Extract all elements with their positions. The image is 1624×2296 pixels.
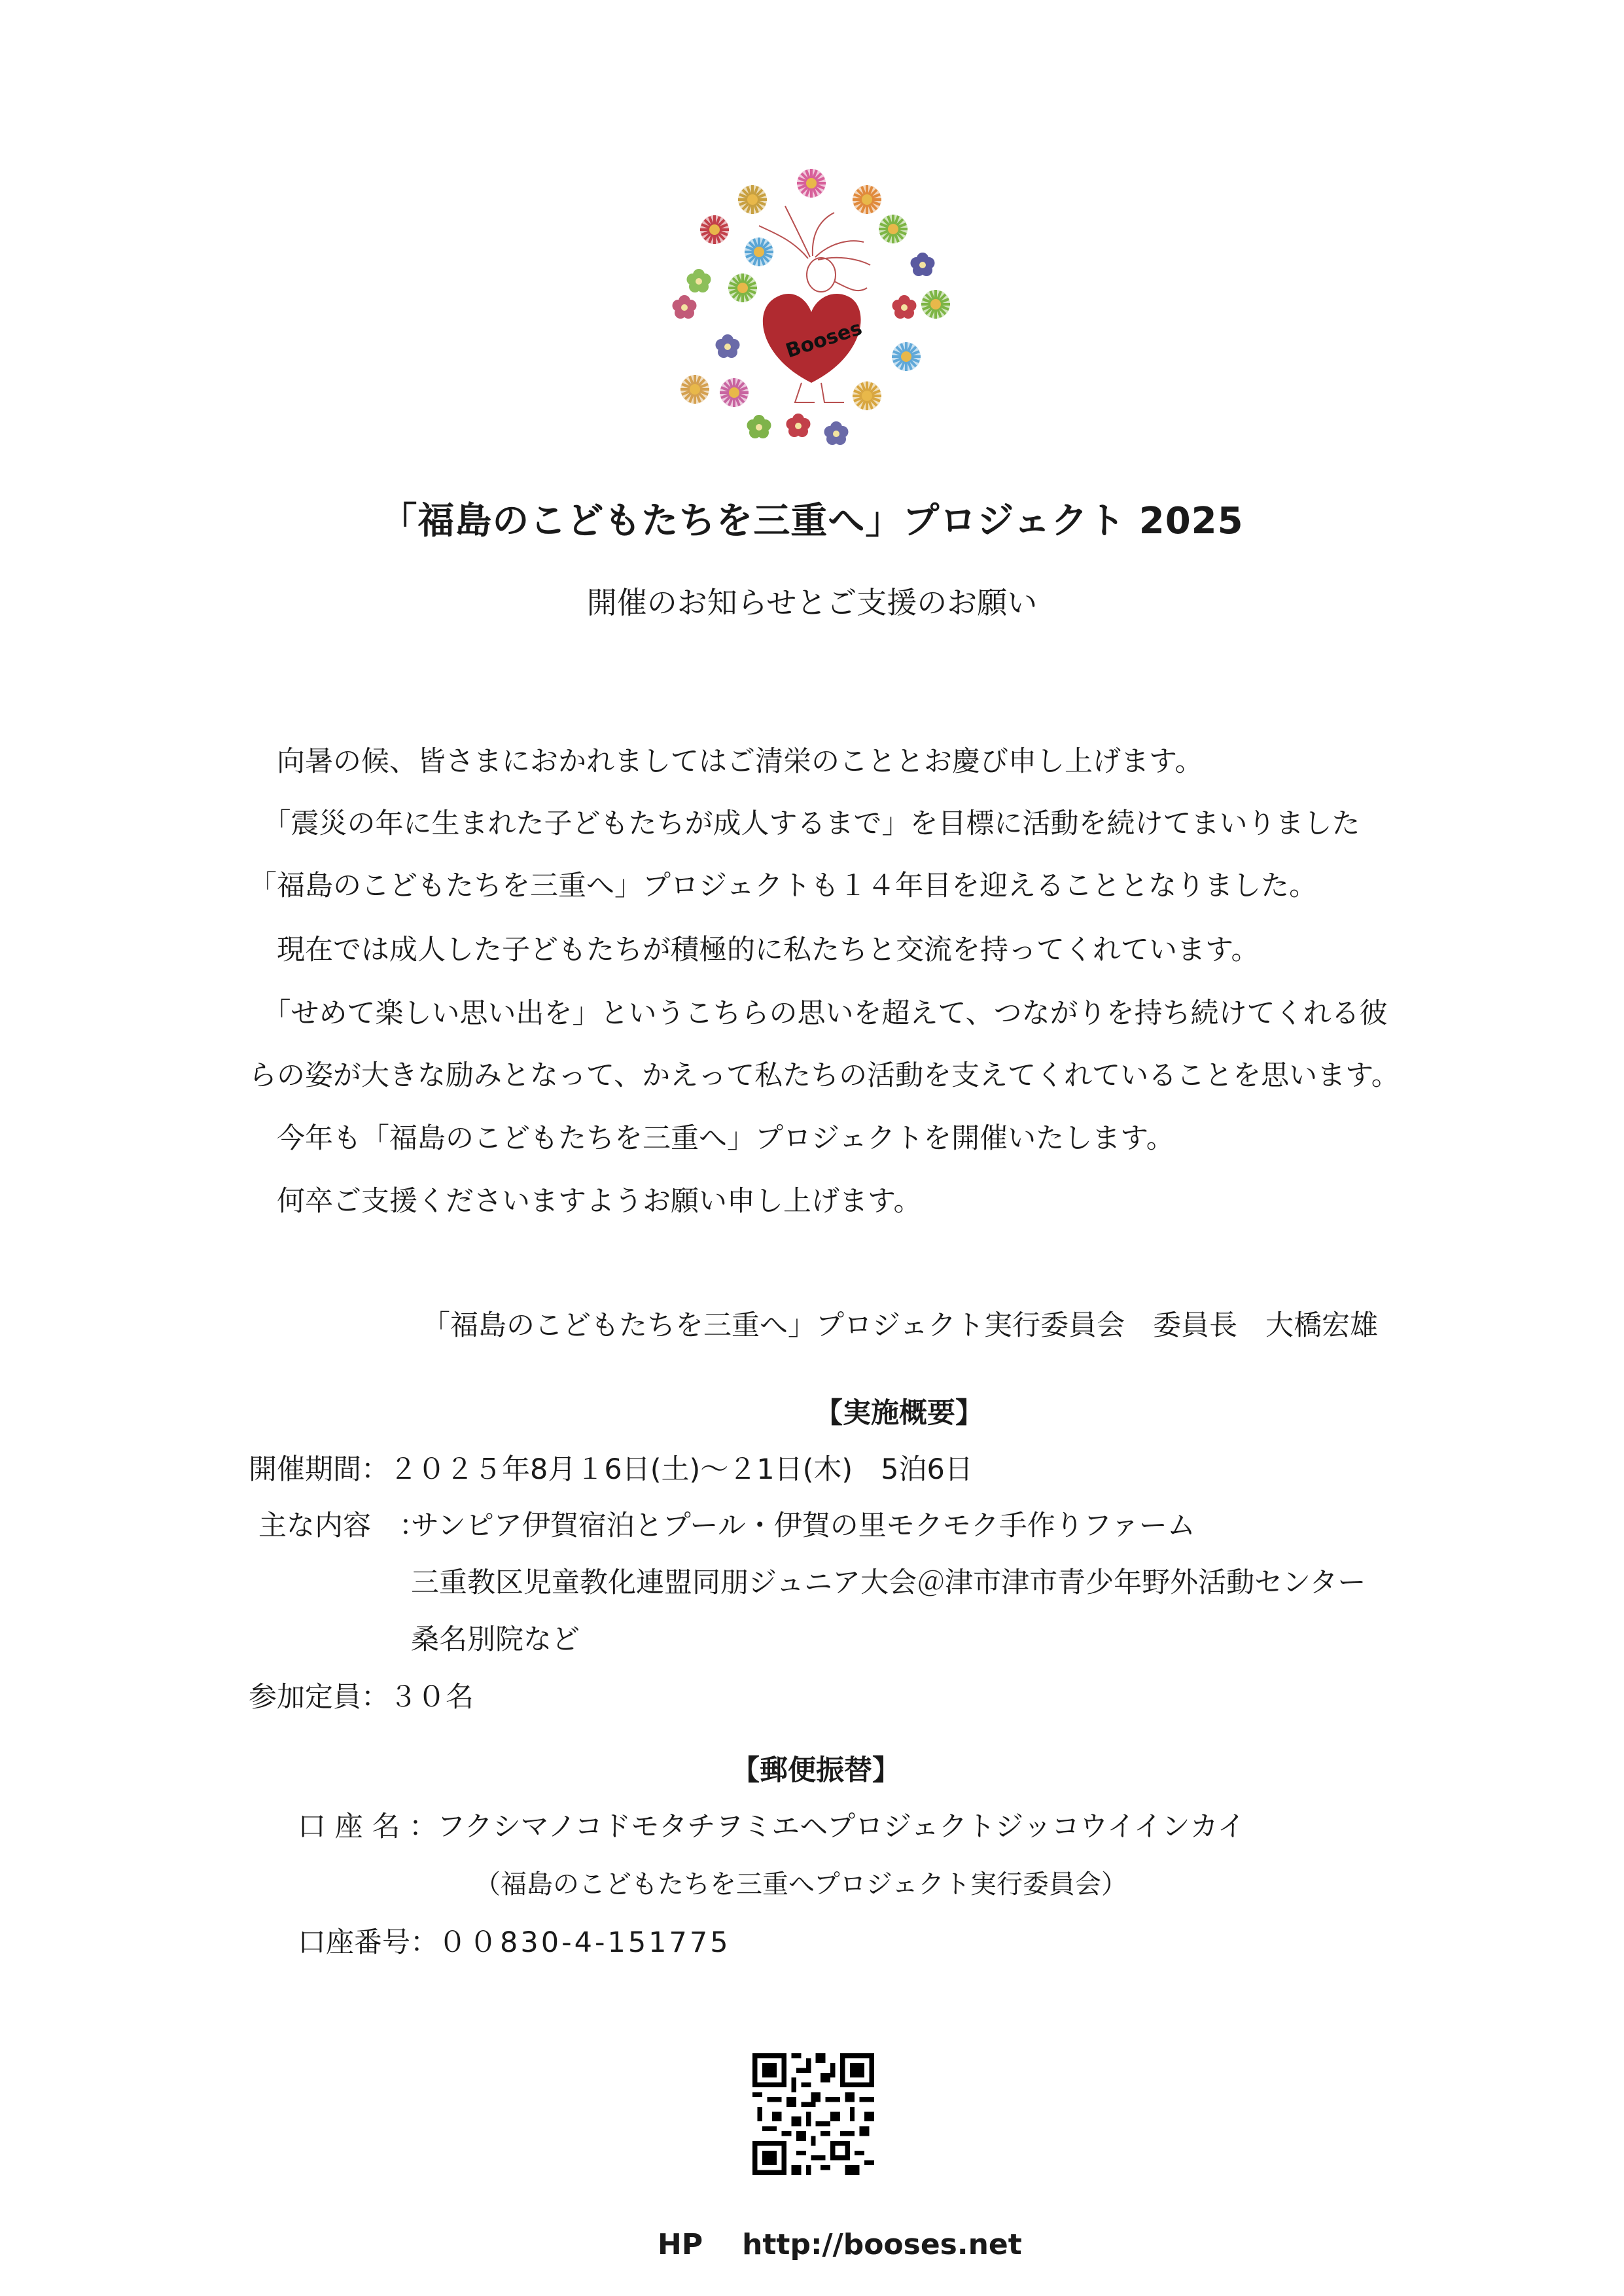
content-line: 三重教区児童教化連盟同朋ジュニア大会＠津市津市青少年野外活動センター bbox=[411, 1566, 1366, 1599]
transfer-heading: 【郵便振替】 bbox=[732, 1754, 900, 1787]
account-number-row bbox=[298, 1920, 731, 1960]
letter-line: 向暑の候、皆さまにおかれましてはご清栄のこととお慶び申し上げます。 bbox=[249, 745, 1203, 778]
content-line: 桑名別院など bbox=[411, 1623, 580, 1656]
capacity-row bbox=[249, 1675, 474, 1715]
account-name-note: （福島のこどもたちを三重へプロジェクト実行委員会） bbox=[474, 1869, 1127, 1899]
period-value: ２０２５年8月１6日(土)〜２1日(木) 5泊6日 bbox=[389, 1453, 973, 1486]
letter-line: 現在では成人した子どもたちが積極的に私たちと交流を持ってくれています。 bbox=[249, 934, 1260, 966]
period-row bbox=[249, 1447, 973, 1487]
letter-line: 「福島のこどもたちを三重へ」プロジェクトも１４年目を迎えることとなりました。 bbox=[249, 870, 1318, 902]
flower-wreath bbox=[673, 169, 951, 445]
letter-line: 「せめて楽しい思い出を」というこちらの思いを超えて、つながりを持ち続けてくれる彼 bbox=[249, 997, 1388, 1030]
period-label: 開催期間： bbox=[249, 1453, 389, 1486]
account-name-label: 口 座 名 ： bbox=[298, 1810, 438, 1843]
hp-label: HP bbox=[658, 2228, 703, 2261]
homepage-row bbox=[658, 2228, 1022, 2261]
letter-line: 「震災の年に生まれた子どもたちが成人するまで」を目標に活動を続けてまいりました bbox=[249, 807, 1360, 840]
account-number-label: 口座番号： bbox=[298, 1926, 438, 1959]
letter-line: 何卒ご支援くださいますようお願い申し上げます。 bbox=[249, 1185, 922, 1218]
letter-line: 今年も「福島のこどもたちを三重へ」プロジェクトを開催いたします。 bbox=[249, 1122, 1174, 1155]
content-line: サンピア伊賀宿泊とプール・伊賀の里モクモク手作りファーム bbox=[411, 1510, 1195, 1542]
capacity-label: 参加定員： bbox=[249, 1681, 389, 1714]
homepage-link[interactable]: http://booses.net bbox=[742, 2228, 1022, 2261]
booses-logo bbox=[661, 167, 962, 455]
account-name-value: フクシマノコドモタチヲミエヘプロジェクトジッコウイインカイ bbox=[437, 1810, 1246, 1843]
account-name-row bbox=[298, 1805, 1245, 1845]
letter-line: らの姿が大きな励みとなって、かえって私たちの活動を支えてくれていることを思います。 bbox=[249, 1059, 1400, 1092]
account-number-value: ００830-4-151775 bbox=[438, 1926, 731, 1959]
qr-code[interactable] bbox=[752, 2053, 874, 2175]
page-title: 「福島のこどもたちを三重へ」プロジェクト 2025 bbox=[380, 500, 1244, 542]
summary-heading: 【実施概要】 bbox=[815, 1397, 983, 1430]
page-subtitle: 開催のお知らせとご支援のお願い bbox=[586, 585, 1038, 620]
signature: 「福島のこどもたちを三重へ」プロジェクト実行委員会 委員長 大橋宏雄 bbox=[422, 1309, 1379, 1342]
logo-text: Booses bbox=[783, 317, 865, 363]
content-label: 主な内容 ： bbox=[258, 1510, 427, 1542]
capacity-value: ３０名 bbox=[389, 1681, 474, 1714]
